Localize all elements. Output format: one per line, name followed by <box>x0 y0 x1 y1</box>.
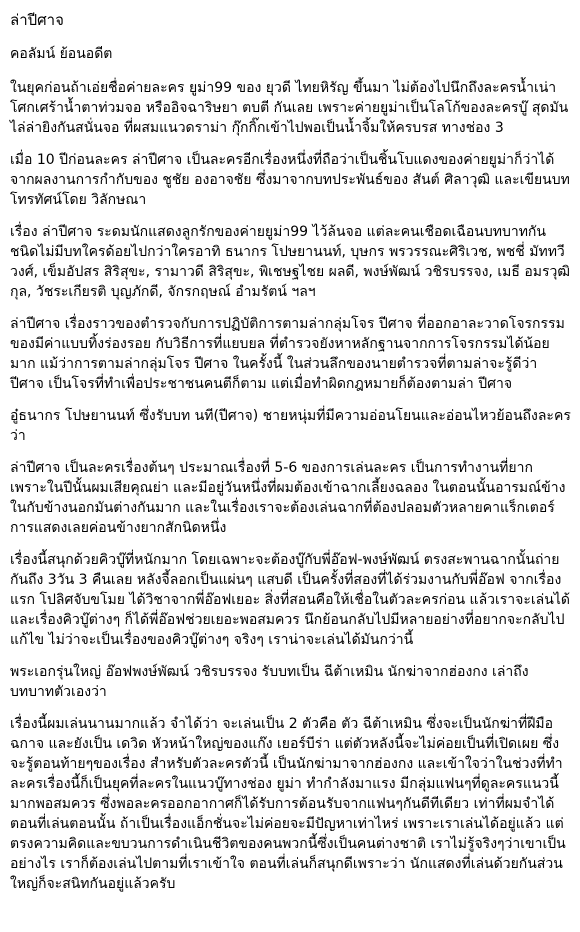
column-name: คอลัมน์ ย้อนอดีต <box>10 46 113 62</box>
article-paragraph: ล่าปีศาจ เป็นละครเรื่องต้นๆ ประมาณเรื่องที่ 5-6 ของการเล่นละคร เป็นการทำงานที่ยาก เพราะในปีนั้นผมเสียคุณย่า และมีอยู่วันหนึ่งที่ผมต้องเข้าฉากเลี้ยงฉลอง ในตอนนั้นอารมณ์ข้างในกับข้างนอกมันต่างกันมาก และในเรื่องเราจะต้องเล่นฉากที่ต้องปลอมตัวหลายคาแร็กเตอร์ การแสดงเลยค่อนข้างยากสักนิดหนึ่ง <box>10 460 566 536</box>
article-paragraph: เรื่อง ล่าปีศาจ ระดมนักแสดงลูกรักของค่ายยูม่า99 ไว้ล้นจอ แต่ละคนเชือดเฉือนบทบาทกันชนิดไม่มีบทใครด้อยไปกว่าใครอาทิ ธนากร โปษยานนท์, บุษกร พรวรรณะศิริเวช, พชชี่ มัททวีวงศ์, เข็มอัปสร สิริสุขะ, รามาวดี สิริสุขะ, พิเชษฐไชย ผลดี, พงษ์พัฒน์ วชิรบรรจง, เมธี อมรวุฒิกุล, วัชระเกียรติ บุญภักดี, จักรกฤษณ์ อำมรัตน์ ฯลฯ <box>10 224 570 300</box>
article-paragraph: ล่าปีศาจ เรื่องราวของตำรวจกับการปฏิบัติการตามล่ากลุ่มโจร ปีศาจ ที่ออกอาละวาดโจรกรรมของมีค่าแบบทิ้งร่องรอย กับวิธีการที่แยบยล ที่ตำรวจยังหาหลักฐานจากการโจรกรรมได้น้อยมาก แม้ว่าการตามล่ากลุ่มโจร ปีศาจ ในครั้งนี้ ในส่วนลึกของนายตำรวจที่ตามล่าจะรู้ดีว่า ปีศาจ เป็นโจรที่ทำเพื่อประชาชนคนตีก็ตาม แต่เมื่อทำผิดกฎหมายก็ต้องตามล่า ปีศาจ <box>10 316 565 392</box>
article-paragraph: พระเอกรุ่นใหญ่ อ๊อฟพงษ์พัฒน์ วชิรบรรจง รับบทเป็น ฉีต้าเหมิน นักฆ่าจากฮ่องกง เล่าถึงบทบาทตัวเองว่า <box>10 664 529 700</box>
article-paragraph: เรื่องนี้สนุกด้วยคิวบู๊ที่หนักมาก โดยเฉพาะจะต้องบู๊กับพี่อ๊อฟ-พงษ์พัฒน์ ตรงสะพานฉากนั้นถ่ายกันถึง 3วัน 3 คืนเลย หลังจี้ลอกเป็นแผ่นๆ แสบดี เป็นครั้งที่สองที่ได้ร่วมงานกับพี่อ๊อฟ จากเรื่องแรก โปลิศจับขโมย ได้วิชาจากพี่อ๊อฟเยอะ สิ่งที่สอนคือให้เชื่อในตัวละครก่อน แล้วเราจะเล่นได้ และเรื่องคิวบู๊ต่างๆ ก็ได้พี่อ๊อฟช่วยเยอะพอสมควร นึกย้อนกลับไปมีหลายอย่างที่อยากจะกลับไปแก้ไข ไม่ว่าจะเป็นเรื่องของคิวบู๊ต่างๆ จริงๆ เราน่าจะเล่นได้มันกว่านี้ <box>10 552 570 648</box>
article-paragraph: เรื่องนี้ผมเล่นนานมากแล้ว จำได้ว่า จะเล่นเป็น 2 ตัวคือ ตัว ฉีต้าเหมิน ซึ่งจะเป็นนักฆ่าที่ฝีมือฉกาจ และยังเป็น เดวิด หัวหน้าใหญ่ของแก๊ง เยอร์บีร่า แต่ตัวหลังนี้จะไม่ค่อยเป็นที่เปิดเผย ซึ่งจะรู้ตอนท้ายๆของเรื่อง สำหรับตัวละครตัวนี้ เป็นนักฆ่ามาจากฮ่องกง และเข้าใจว่าในช่วงที่ทำละครเรื่องนี้ก็เป็นยุคที่ละครในแนวบู๊ทางช่อง ยูม่า ทำกำลังมาแรง มีกลุ่มแฟนๆที่ดูละครแนวนี้มากพอสมควร ซึ่งพอละครออกอากาศก็ได้รับการต้อนรับจากแฟนๆกันดีทีเดียว เท่าที่ผมจำได้ตอนที่เล่นตอนนั้น ถ้าเป็นเรื่องแอ็กชั่นจะไม่ค่อยจะมีปัญหาเท่าไหร่ เพราะเราเล่นได้อยู่แล้ว แต่ตรงความคิดและขบวนการดำเนินชีวิตของคนพวกนี้ซึ่งเป็นคนต่างชาติ เราไม่รู้จริงๆว่าเขาเป็นอย่างไร เราก็ต้องเล่นไปตามที่เราเข้าใจ ตอนที่เล่นก็สนุกดีเพราะว่า นักแสดงที่เล่นด้วยกันส่วนใหญ่ก็จะสนิทกันอยู่แล้วครับ <box>10 716 566 892</box>
article-paragraph: เมื่อ 10 ปีก่อนละคร ล่าปีศาจ เป็นละครอีกเรื่องหนึ่งที่ถือว่าเป็นชิ้นโบแดงของค่ายยูม่าก็ว่าได้ จากผลงานการกำกับของ ชูชัย องอาจชัย ซึ่งมาจากบทประพันธ์ของ สันต์ ศิลาวุฒิ และเขียนบทโทรทัศน์โดย วิลักษณา <box>10 152 570 208</box>
article-title: ล่าปีศาจ <box>10 11 64 29</box>
article-paragraph: อู๋ธนากร โปษยานนท์ ซึ่งรับบท นที(ปีศาจ) ชายหนุ่มที่มีความอ่อนโยนและอ่อนไหวย้อนถึงละครว่า <box>10 408 571 444</box>
article-paragraph: ในยุคก่อนถ้าเอ่ยชื่อค่ายละคร ยูม่า99 ของ ยุวดี ไทยหิรัญ ขึ้นมา ไม่ต้องไปนึกถึงละครน้ำเน่า โศกเศร้าน้ำตาท่วมจอ หรืออิจฉาริษยา ตบตี กันเลย เพราะค่ายยูม่าเป็นโลโก้ของละครบู๊ สุดมัน ไล่ล่ายิงกันสนั่นจอ ที่ผสมแนวดราม่า กุ๊กกิ๊กเข้าไปพอเป็นน้ำจิ้มให้ครบรส ทางช่อง 3 <box>10 80 569 136</box>
